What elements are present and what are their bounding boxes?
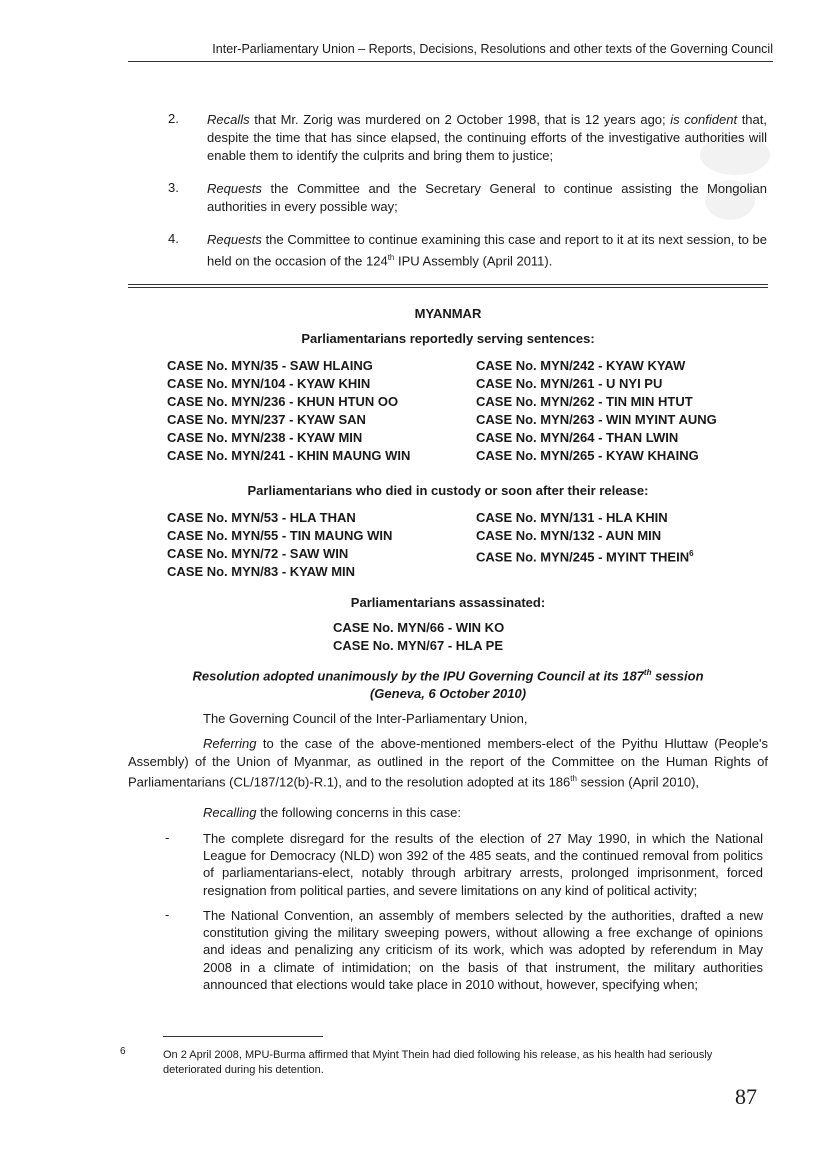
page-number: 87 (735, 1084, 757, 1109)
bullet-item: The National Convention, an assembly of members selected by the authorities, drafted a new constitution giving the military sweeping powers, without allowing a free exchange of opinions and ideas and penalizing any criticism of its work, which was adopted by referendum in May 2008 in a climate of intimidation; on the basis of that instrument, the military authorities announced that elections would take place in 2010 without, however, specifying when; (203, 908, 763, 992)
item-lead: is confident (670, 112, 738, 127)
case-item: CASE No. MYN/66 - WIN KO (333, 620, 505, 635)
bullet-dash: - (165, 907, 170, 922)
item-number: 2. (168, 111, 179, 126)
superscript: th (643, 668, 652, 677)
paragraph-lead: Referring (203, 736, 257, 751)
item-lead: Recalls (207, 112, 250, 127)
case-item-text: CASE No. MYN/245 - MYINT THEIN (476, 549, 690, 565)
section-divider (128, 284, 768, 288)
item-number: 4. (168, 231, 179, 246)
item-2-text (207, 111, 767, 165)
case-item: CASE No. MYN/238 - KYAW MIN (167, 430, 363, 445)
case-item: CASE No. MYN/35 - SAW HLAING (167, 358, 373, 373)
case-list-right (476, 357, 717, 465)
footnote-ref: 6 (689, 549, 694, 558)
item-3-text (207, 180, 767, 216)
resolution-text: Resolution adopted unanimously by the IPU Governing Council at its 187 (192, 668, 644, 684)
case-item: CASE No. MYN/72 - SAW WIN (167, 546, 349, 561)
superscript: th (387, 253, 395, 262)
case-list-left (167, 357, 410, 465)
assassinated-heading: Parliamentarians assassinated: (350, 595, 546, 610)
resolution-title (128, 664, 768, 703)
item-lead: Requests (207, 232, 262, 247)
paragraph-text: to the case of the above-mentioned members-elect of the Pyithu Hluttaw (People's Assembly) of the Union of Myanmar, as outlined in the report of the Committee on the Human Rights of Parliamentarians (CL/187/12(b)-R.1), and to the resolution adopted at its 186 (128, 736, 768, 790)
recalling-paragraph (203, 804, 768, 822)
case-item: CASE No. MYN/262 - TIN MIN HTUT (476, 394, 693, 409)
case-item: CASE No. MYN/83 - KYAW MIN (167, 564, 356, 579)
case-item: CASE No. MYN/131 - HLA KHIN (476, 510, 668, 525)
case-item: CASE No. MYN/242 - KYAW KYAW (476, 358, 686, 373)
died-heading: Parliamentarians who died in custody or soon after their release: (247, 483, 649, 498)
case-item (476, 545, 694, 566)
case-list-center (333, 619, 504, 655)
footnote-number: 6 (120, 1046, 126, 1057)
referring-paragraph (128, 735, 768, 791)
item-text: the Committee and the Secretary General to continue assisting the Mongolian authorities in every possible way; (207, 181, 767, 214)
running-header: Inter-Parliamentary Union – Reports, Decisions, Resolutions and other texts of the Governing Council (212, 42, 773, 56)
case-item: CASE No. MYN/55 - TIN MAUNG WIN (167, 528, 393, 543)
case-item: CASE No. MYN/263 - WIN MYINT AUNG (476, 412, 717, 427)
item-4-text (207, 231, 767, 270)
superscript: th (570, 774, 577, 783)
case-item: CASE No. MYN/264 - THAN LWIN (476, 430, 679, 445)
case-item: CASE No. MYN/265 - KYAW KHAING (476, 448, 699, 463)
serving-heading: Parliamentarians reportedly serving sentences: (301, 331, 595, 346)
case-item: CASE No. MYN/237 - KYAW SAN (167, 412, 366, 427)
resolution-line1 (128, 664, 768, 685)
header-rule (128, 61, 773, 62)
intro-paragraph: The Governing Council of the Inter-Parliamentary Union, (203, 711, 528, 726)
case-item: CASE No. MYN/261 - U NYI PU (476, 376, 663, 391)
resolution-text: session (651, 668, 704, 684)
paragraph-text: session (April 2010), (576, 774, 700, 790)
paragraph-lead: Recalling (203, 805, 257, 820)
country-heading: MYANMAR (414, 306, 482, 321)
resolution-line2: (Geneva, 6 October 2010) (369, 686, 527, 702)
item-number: 3. (168, 180, 179, 195)
item-text: IPU Assembly (April 2011). (394, 253, 553, 269)
case-list-right (476, 509, 694, 566)
item-text: that Mr. Zorig was murdered on 2 October 1998, that is 12 years ago; (249, 112, 671, 127)
footnote-text: On 2 April 2008, MPU-Burma affirmed that Myint Thein had died following his release, as his health had seriously deteriorated during his detention. (163, 1049, 713, 1076)
item-text: the Committee to continue examining this case and report to it at its next session, to be held on the occasion of the 124 (207, 232, 767, 269)
paragraph-text: the following concerns in this case: (256, 805, 461, 820)
bullet-item: The complete disregard for the results of the election of 27 May 1990, in which the National League for Democracy (NLD) won 392 of the 485 seats, and the continued removal from politics of parliamentarians-elect, notably through arbitrary arrests, prolonged imprisonment, forced resignation from political parties, and severe limitations on any kind of political activity; (203, 831, 763, 898)
case-item: CASE No. MYN/104 - KYAW KHIN (167, 376, 371, 391)
case-item: CASE No. MYN/132 - AUN MIN (476, 528, 662, 543)
case-item: CASE No. MYN/53 - HLA THAN (167, 510, 356, 525)
footnote-rule (163, 1036, 323, 1037)
case-item: CASE No. MYN/236 - KHUN HTUN OO (167, 394, 399, 409)
case-item: CASE No. MYN/67 - HLA PE (333, 638, 503, 653)
bullet-dash: - (165, 830, 170, 845)
item-lead: Requests (207, 181, 262, 196)
case-list-left (167, 509, 392, 581)
item-text: that, despite the time that has since elapsed, the continuing efforts of the investigative authorities will enable them to identify the culprits and bring them to justice; (207, 112, 767, 163)
case-item: CASE No. MYN/241 - KHIN MAUNG WIN (167, 448, 411, 463)
